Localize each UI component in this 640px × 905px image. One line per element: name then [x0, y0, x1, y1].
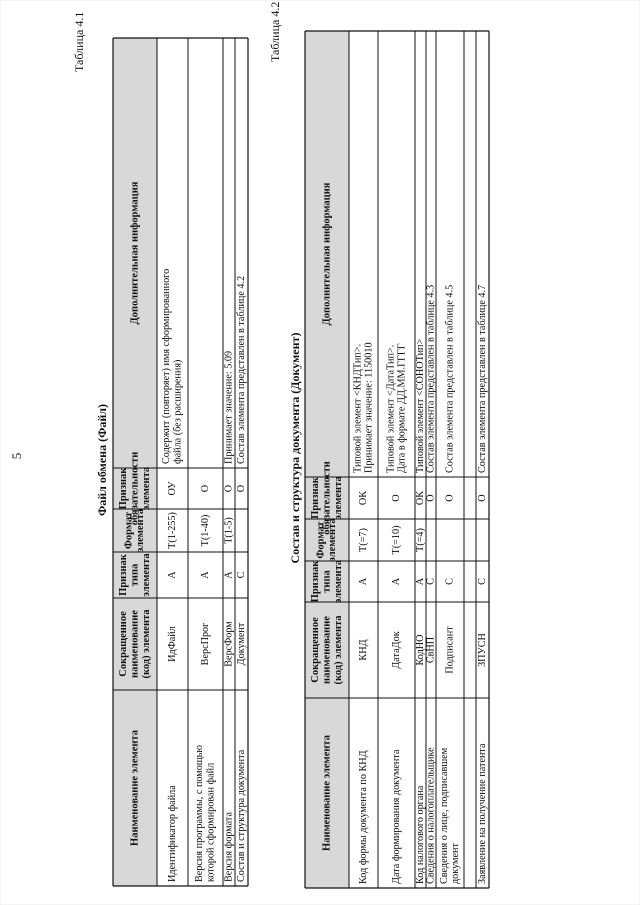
table-4-2-cell-r1-c2: А [390, 577, 402, 586]
table-4-2-cell-r5-c4: О [476, 494, 488, 502]
table-4-1-cell-r2-c1: ВерсФорм [223, 621, 235, 667]
table-4-2-cell-r4-c4: О [444, 494, 456, 502]
table-4-2-cell-r5-c5: Состав элемента представлен в таблице 4.7 [476, 284, 488, 473]
table-4-1-cell-r1-c2: А [199, 571, 211, 579]
table-4-2-header-4: обязательности [321, 461, 333, 535]
table-4-1-cell-r1-c1: ВерсПрог [199, 622, 211, 666]
table-4-2-cell-r1-c4: О [390, 494, 402, 502]
table-4-2-cell-r2-c0: Код налогового органа [414, 785, 426, 884]
table-4-1-cell-r0-c4: ОУ [166, 481, 178, 496]
table-4-2-cell-r0-c4: ОК [357, 490, 369, 506]
table-4-1-cell-r2-c3: T(1-5) [223, 517, 235, 544]
table-4-1-cell-r3-c4: О [235, 484, 247, 493]
table-4-2-header-2: Признак [309, 560, 321, 603]
table-4-1-cell-r0-c0: Идентификатор файла [166, 785, 178, 882]
table-4-1-cell-r2-c0: Версия формата [223, 812, 235, 882]
table-4-1-header-2: типа [129, 563, 141, 587]
table-4-2-header-4: Признак [309, 477, 321, 519]
table-4-2-header-5: Дополнительная информация [321, 182, 333, 326]
table-4-2-header-2: элемента [332, 559, 344, 604]
table-4-2-cell-r4-c5: Состав элемента представлен в таблице 4.5 [444, 284, 456, 473]
table-4-2-cell-r1-c5: Типовой элемент <ДатаТип>. [385, 344, 397, 473]
table-4-2-cell-r2-c5: Типовой элемент <СОНОТип> [414, 338, 426, 473]
table-4-1-header-5: Дополнительная информация [129, 181, 141, 325]
table-4-2-cell-r2-c3: T(=4) [414, 528, 426, 552]
table-4-2-cell-r0-c2: А [357, 577, 369, 586]
table-4-2-cell-r3-c5: Состав элемента представлен в таблице 4.3 [425, 284, 437, 473]
table-4-2-header-3: Формат [315, 521, 327, 559]
table-4-1-cell-r3-c5: Состав элемента представлен в таблице 4.2 [235, 275, 247, 464]
table-4-1-header-1: наименование [129, 610, 141, 678]
table-4-1-cell-r1-c0: Версия программы, с помощью [194, 745, 206, 882]
table-4-2-cell-r1-c0: Дата формирования документа [390, 749, 402, 884]
table-4-1-cell-r0-c5: Содержит (повторяет) имя сформированного [161, 268, 173, 464]
table-4-1-cell-r2-c5: Принимает значение: 5.09 [223, 350, 235, 464]
table-4-2-header-0: Наименование элемента [321, 735, 333, 851]
table-4-1-cell-r0-c2: А [166, 571, 178, 579]
table-4-1-cell-r0-c3: T(1-255) [166, 512, 178, 549]
table-4-1-cell-r2-c4: О [223, 484, 235, 493]
table-4-1-header-1: (код) элемента [140, 609, 152, 679]
table-4-2-cell-r1-c3: T(=10) [390, 525, 402, 555]
table-4-1-cell-r2-c2: А [223, 571, 235, 579]
table-4-1-cell-r0-c1: ИдФайл [166, 626, 178, 662]
table-4-2-cell-r0-c5: Принимает значение: 1150010 [363, 342, 375, 473]
table-4-2-cell-r0-c0: Код формы документа по КНД [357, 750, 369, 884]
table-4-1-cell-r1-c3: T(1-40) [199, 514, 211, 547]
table-4-2-cell-r5-c2: С [476, 578, 488, 585]
table-4-1-header-4: Признак [117, 467, 129, 510]
table-4-1-cell-r3-c2: С [235, 571, 247, 579]
table-4-1-header-2: элемента [140, 553, 152, 597]
table-4-1-title: Файл обмена (Файл) [94, 403, 109, 517]
table-4-2-header-1: наименование [321, 616, 333, 684]
table-4-2-cell-r2-c4: ОК [414, 490, 426, 506]
table-4-1-cell-r3-c0: Состав и структура документа [235, 749, 247, 882]
table-4-1-cell-r1-c0: которой сформирован файл [205, 762, 217, 882]
table-4-2-cell-r4-c0: документ [449, 843, 461, 884]
table-4-2-cell-r5-c0: Заявление на получение патента [476, 743, 488, 884]
table-4-1-cell-r0-c5: файла (без расширения) [172, 359, 184, 464]
table-4-2-cell-r3-c0: Сведения о налогоплательщике [425, 747, 437, 884]
table-4-1-label: Таблица 4.1 [71, 11, 86, 72]
table-4-2-cell-r3-c1: СвНП [425, 636, 437, 664]
table-4-1-header-0: Наименование элемента [129, 730, 141, 846]
table-4-2-cell-r3-c4: О [425, 494, 437, 502]
table-4-1-header-4: обязательности [129, 451, 141, 526]
table-4-2-label: Таблица 4.2 [267, 1, 282, 62]
table-4-1-header-2: Признак [117, 554, 129, 596]
table-4-2-header-1: Сокращенное [309, 617, 321, 683]
page-number: 5 [8, 452, 24, 460]
table-4-1-cell-r3-c1: Документ [235, 622, 247, 666]
table-4-1-header-3: элемента [135, 508, 147, 553]
table-4-1-header-3: Формат [123, 511, 135, 550]
table-4-2-header-2: типа [321, 570, 333, 593]
table-4-2-cell-r1-c1: ДатаДок [390, 631, 402, 669]
table-4-2-title: Состав и структура документа (Документ) [287, 332, 302, 564]
table-4-1-cell-r1-c4: О [199, 484, 211, 493]
table-4-2-cell-r2-c1: КодНО [414, 634, 426, 666]
table-4-2-cell-r4-c0: Сведения о лице, подписавшем [438, 747, 450, 884]
table-4-1-header-1: Сокращенное [117, 611, 129, 677]
table-4-1-header-4: элемента [140, 466, 152, 511]
table-4-2-cell-r1-c5: Дата в формате ДД.ММ.ГГГГ [396, 343, 408, 473]
table-4-2-cell-r2-c2: А [414, 577, 426, 586]
table-4-2-cell-r4-c2: С [444, 578, 456, 585]
table-4-2-header-4: элемента [332, 476, 344, 520]
table-4-2-cell-r5-c1: ЗПУСН [476, 633, 488, 667]
table-4-2-cell-r0-c1: КНД [357, 639, 369, 661]
table-4-2-header-3: элемента [327, 518, 339, 562]
table-4-2-cell-r4-c1: Подписант [444, 626, 456, 674]
table-4-2-cell-r0-c3: T(=7) [357, 528, 369, 552]
table-4-2-cell-r3-c2: С [425, 578, 437, 585]
table-4-2-cell-r0-c5: Типовой элемент <КНДТип>. [352, 343, 364, 473]
table-4-2-header-1: (код) элемента [332, 615, 344, 685]
